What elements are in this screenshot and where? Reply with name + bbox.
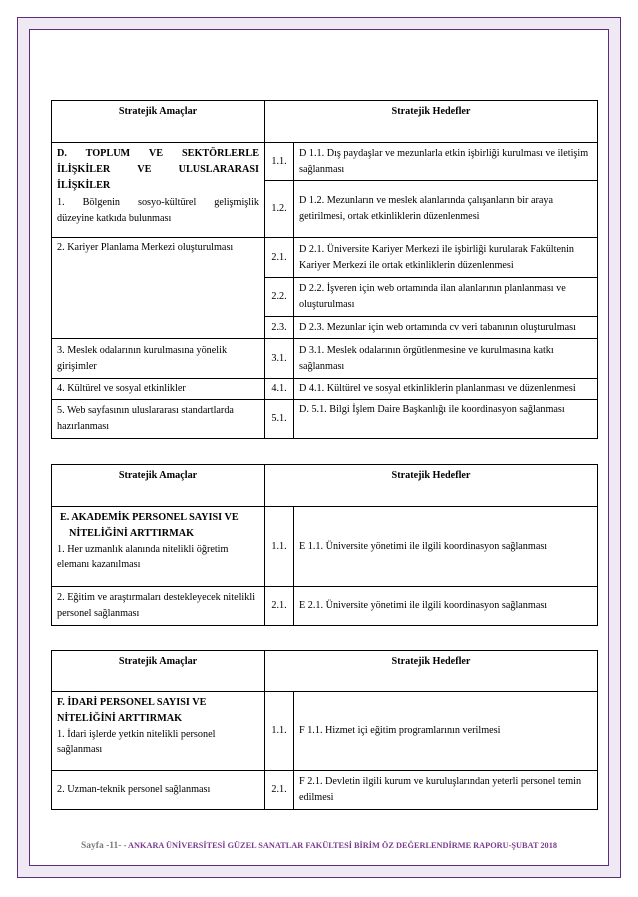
strategy-table-f	[51, 650, 598, 810]
table-row	[52, 692, 598, 771]
target-number: 4.1.	[265, 379, 294, 400]
page-footer	[0, 840, 638, 851]
goal-cell-d	[52, 143, 265, 238]
goal-item-text: 1. Her uzmanlık alanında nitelikli öğretim elemanı kazanılması	[57, 543, 229, 571]
table-header-row	[52, 651, 598, 692]
page-number: Sayfa -11-	[81, 841, 122, 851]
goal-title-line: E. AKADEMİK PERSONEL SAYISI VE	[60, 512, 239, 523]
goal-title-line: NİTELİĞİNİ ARTTIRMAK	[57, 712, 183, 724]
target-text: D 2.1. Üniversite Kariyer Merkezi ile işbirliği kurularak Fakültenin Kariyer Merkezi ile ortak etkinliklerin düzenlenmesi	[294, 238, 598, 278]
goal-cell: 4. Kültürel ve sosyal etkinlikler	[52, 379, 265, 400]
strategy-table-e	[51, 464, 598, 626]
target-text: D 4.1. Kültürel ve sosyal etkinliklerin planlanması ve düzenlenmesi	[294, 379, 598, 400]
table-row	[52, 771, 598, 810]
goal-title-line: İLİŞKİLER VE ULUSLARARASI	[57, 163, 259, 175]
targets-header: Stratejik Hedefler	[265, 101, 598, 143]
target-number: 1.1.	[265, 692, 294, 771]
target-text: D. 5.1. Bilgi İşlem Daire Başkanlığı ile koordinasyon sağlanması	[294, 400, 598, 439]
goal-cell: 5. Web sayfasının uluslararası standartlarda hazırlanması	[52, 400, 265, 439]
table-row	[52, 587, 598, 626]
target-text: F 2.1. Devletin ilgili kurum ve kuruluşlarından yeterli personel temin edilmesi	[294, 771, 598, 810]
targets-header: Stratejik Hedefler	[265, 465, 598, 507]
goal-item-text: 1. İdari işlerde yetkin nitelikli personel sağlanması	[57, 728, 216, 756]
target-text: F 1.1. Hizmet içi eğitim programlarının verilmesi	[294, 692, 598, 771]
table-header-row	[52, 465, 598, 507]
report-title: - ANKARA ÜNİVERSİTESİ GÜZEL SANATLAR FAKÜLTESİ BİRİM ÖZ DEĞERLENDİRME RAPORU-ŞUBAT 2018	[123, 841, 557, 850]
targets-header: Stratejik Hedefler	[265, 651, 598, 692]
target-number: 5.1.	[265, 400, 294, 439]
table-row	[52, 143, 598, 181]
target-text: D 1.2. Mezunların ve meslek alanlarında çalışanların bir araya getirilmesi, ortak etkinliklerin düzenlenmesi	[294, 181, 598, 238]
target-text: D 2.2. İşveren için web ortamında ilan alanlarının planlanması ve oluşturulması	[294, 278, 598, 317]
goals-header: Stratejik Amaçlar	[52, 465, 265, 507]
table-row	[52, 339, 598, 379]
target-text: D 1.1. Dış paydaşlar ve mezunlarla etkin işbirliği kurulması ve iletişim sağlanması	[294, 143, 598, 181]
target-number: 2.2.	[265, 278, 294, 317]
target-number: 2.1.	[265, 771, 294, 810]
target-number: 1.2.	[265, 181, 294, 238]
goal-title-line: D. TOPLUM VE SEKTÖRLERLE	[57, 148, 259, 159]
goal-cell-f	[52, 692, 265, 771]
target-text: D 3.1. Meslek odalarının örgütlenmesine ve kurulmasına katkı sağlanması	[294, 339, 598, 379]
goal-item-text: 1. Bölgenin sosyo-kültürel gelişmişlik	[57, 197, 259, 209]
goal-title-line: F. İDARİ PERSONEL SAYISI VE	[57, 697, 207, 708]
table-row	[52, 238, 598, 278]
goal-title-line: NİTELİĞİNİ ARTTIRMAK	[69, 527, 195, 539]
target-number: 2.1.	[265, 587, 294, 626]
goal-cell: 2. Eğitim ve araştırmaları destekleyecek nitelikli personel sağlanması	[52, 587, 265, 626]
table-row	[52, 507, 598, 587]
table-row	[52, 400, 598, 439]
table-row	[52, 379, 598, 400]
goal-cell: 2. Kariyer Planlama Merkezi oluşturulması	[52, 238, 265, 339]
table-header-row	[52, 101, 598, 143]
goals-header: Stratejik Amaçlar	[52, 651, 265, 692]
goal-cell-e	[52, 507, 265, 587]
target-text: E 1.1. Üniversite yönetimi ile ilgili koordinasyon sağlanması	[294, 507, 598, 587]
target-text: D 2.3. Mezunlar için web ortamında cv veri tabanının oluşturulması	[294, 317, 598, 339]
strategy-table-d	[51, 100, 598, 439]
target-number: 1.1.	[265, 507, 294, 587]
report-title-text: ANKARA ÜNİVERSİTESİ GÜZEL SANATLAR FAKÜLTESİ BİRİM ÖZ DEĞERLENDİRME RAPORU-ŞUBAT 2018	[128, 841, 557, 850]
goal-cell: 2. Uzman-teknik personel sağlanması	[52, 771, 265, 810]
goal-item-text: düzeyine katkıda bulunması	[57, 213, 172, 225]
goals-header: Stratejik Amaçlar	[52, 101, 265, 143]
target-text: E 2.1. Üniversite yönetimi ile ilgili koordinasyon sağlanması	[294, 587, 598, 626]
target-number: 2.3.	[265, 317, 294, 339]
target-number: 2.1.	[265, 238, 294, 278]
goal-cell: 3. Meslek odalarının kurulmasına yönelik girişimler	[52, 339, 265, 379]
target-number: 3.1.	[265, 339, 294, 379]
goal-title-line: İLİŞKİLER	[57, 179, 111, 191]
target-number: 1.1.	[265, 143, 294, 181]
